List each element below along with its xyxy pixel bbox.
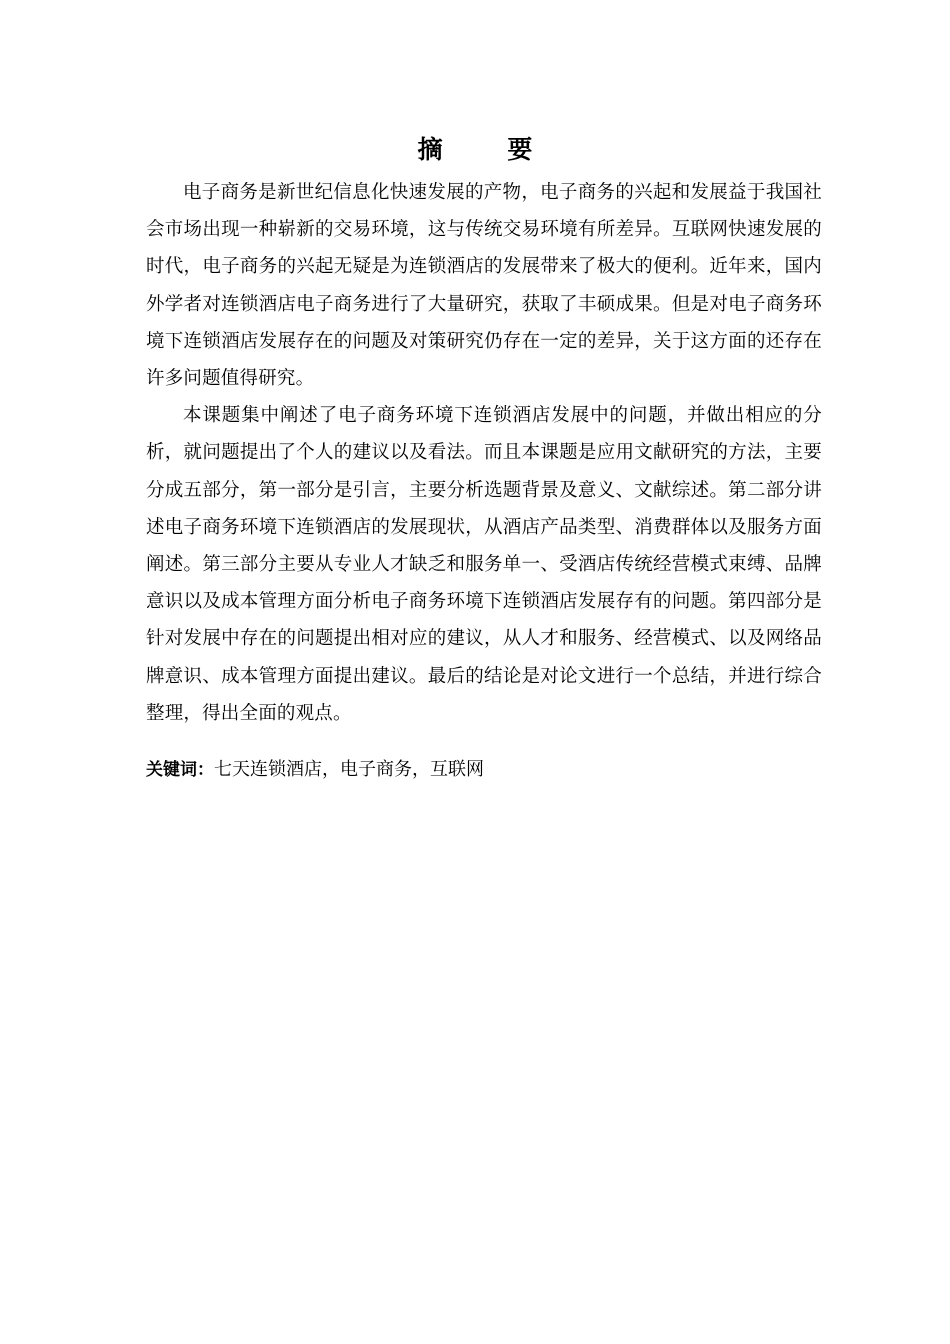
keywords-value: 七天连锁酒店，电子商务，互联网 [214,759,484,780]
abstract-body [146,174,822,732]
keywords-line [146,755,822,785]
keywords-label: 关键词： [146,760,214,780]
abstract-paragraph-1: 电子商务是新世纪信息化快速发展的产物，电子商务的兴起和发展益于我国社会市场出现一种崭新的交易环境，这与传统交易环境有所差异。互联网快速发展的时代，电子商务的兴起无疑是为连锁酒店的发展带来了极大的便利。近年来，国内外学者对连锁酒店电子商务进行了大量研究，获取了丰硕成果。但是对电子商务环境下连锁酒店发展存在的问题及对策研究仍存在一定的差异，关于这方面的还存在许多问题值得研究。 [146,182,822,390]
abstract-title: 摘 要 [417,135,561,164]
abstract-paragraph-2: 本课题集中阐述了电子商务环境下连锁酒店发展中的问题，并做出相应的分析，就问题提出了个人的建议以及看法。而且本课题是应用文献研究的方法，主要分成五部分，第一部分是引言，主要分析选题背景及意义、文献综述。第二部分讲述电子商务环境下连锁酒店的发展现状，从酒店产品类型、消费群体以及服务方面阐述。第三部分主要从专业人才缺乏和服务单一、受酒店传统经营模式束缚、品牌意识以及成本管理方面分析电子商务环境下连锁酒店发展存有的问题。第四部分是针对发展中存在的问题提出相对应的建议，从人才和服务、经营模式、以及网络品牌意识、成本管理方面提出建议。最后的结论是对论文进行一个总结，并进行综合整理，得出全面的观点。 [146,405,822,724]
